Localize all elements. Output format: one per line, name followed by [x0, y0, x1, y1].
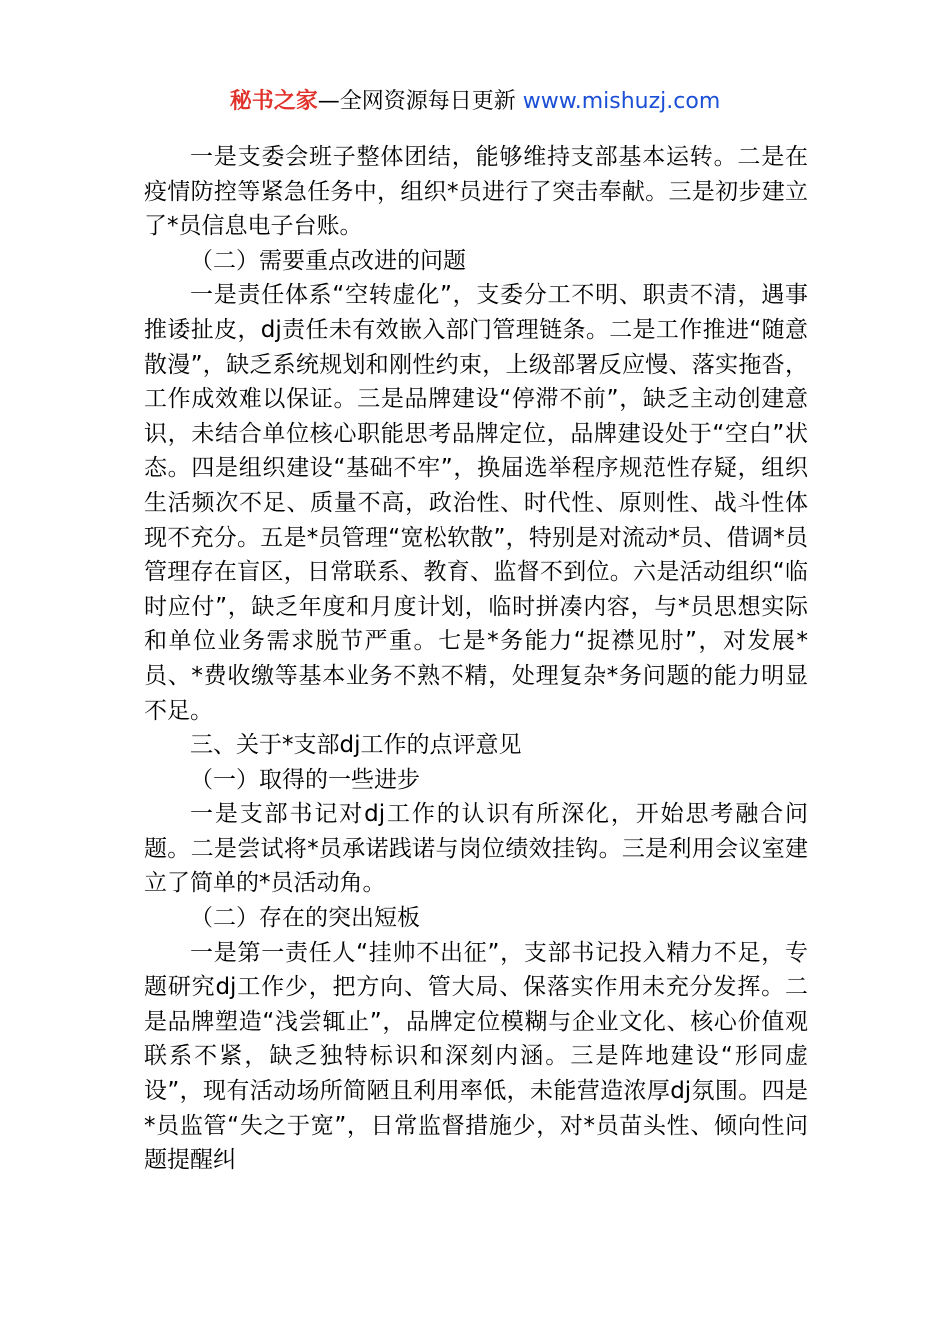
- site-tagline: —全网资源每日更新: [317, 89, 516, 114]
- page-header: [0, 86, 950, 118]
- site-brand: 秘书之家: [229, 89, 318, 114]
- paragraph-key-improvements: 一是责任体系“空转虚化”，支委分工不明、职责不清，遇事推诿扯皮，dj责任未有效嵌入部门管理链条。二是工作推进“随意散漫”，缺乏系统规划和刚性约束，上级部署反应慢、落实拖沓，工作成效难以保证。三是品牌建设“停滞不前”，缺乏主动创建意识，未结合单位核心职能思考品牌定位，品牌建设处于“空白”状态。四是组织建设“基础不牢”，换届选举程序规范性存疑，组织生活频次不足、质量不高，政治性、时代性、原则性、战斗性体现不充分。五是*员管理“宽松软散”，特别是对流动*员、借调*员管理存在盲区，日常联系、教育、监督不到位。六是活动组织“临时应付”，缺乏年度和月度计划，临时拼凑内容，与*员思想实际和单位业务需求脱节严重。七是*务能力“捉襟见肘”，对发展*员、*费收缴等基本业务不熟不精，处理复杂*务问题的能力明显不足。: [144, 282, 808, 724]
- paragraph-progress: 一是支部书记对dj工作的认识有所深化，开始思考融合问题。二是尝试将*员承诺践诺与岗位绩效挂钩。三是利用会议室建立了简单的*员活动角。: [144, 801, 808, 897]
- site-url[interactable]: www.mishuzj.com: [522, 89, 721, 114]
- section-heading-branch-review: 三、关于*支部dj工作的点评意见: [190, 732, 522, 759]
- paragraph-achievements: 一是支委会班子整体团结，能够维持支部基本运转。二是在疫情防控等紧急任务中，组织*员进行了突击奉献。三是初步建立了*员信息电子台账。: [144, 144, 808, 240]
- section-heading-progress: （一）取得的一些进步: [190, 766, 420, 793]
- section-heading-key-improvements: （二）需要重点改进的问题: [190, 247, 466, 274]
- paragraph-shortcomings: 一是第一责任人“挂帅不出征”，支部书记投入精力不足，专题研究dj工作少，把方向、管大局、保落实作用未充分发挥。二是品牌塑造“浅尝辄止”，品牌定位模糊与企业文化、核心价值观联系不紧，缺乏独特标识和深刻内涵。三是阵地建设“形同虚设”，现有活动场所简陋且利用率低，未能营造浓厚dj氛围。四是*员监管“失之于宽”，日常监督措施少，对*员苗头性、倾向性问题提醒纠: [144, 939, 808, 1174]
- section-heading-shortcomings: （二）存在的突出短板: [190, 905, 420, 932]
- document-body: [144, 140, 808, 1178]
